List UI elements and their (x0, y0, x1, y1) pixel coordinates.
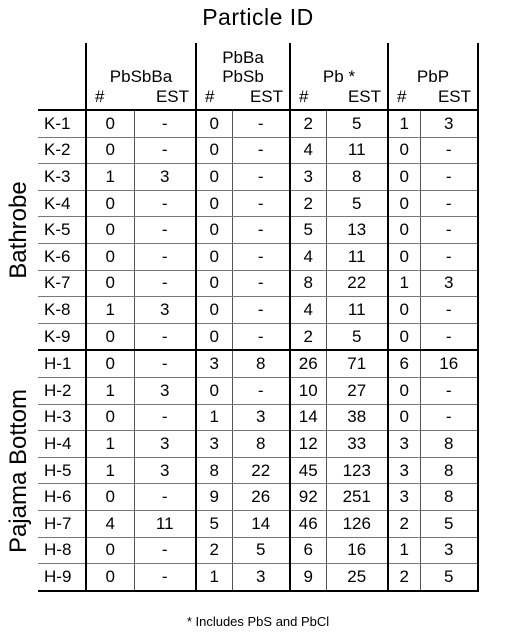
count-cell: 1 (86, 431, 134, 458)
count-cell: 0 (86, 137, 134, 164)
row-id: H-9 (38, 564, 86, 591)
count-cell: 0 (196, 217, 232, 244)
est-cell: - (420, 377, 478, 404)
count-cell: 0 (196, 270, 232, 297)
count-cell: 46 (290, 510, 326, 537)
count-cell: 6 (388, 350, 420, 377)
count-cell: 0 (86, 564, 134, 591)
col-count-header: # (299, 87, 309, 106)
count-cell: 0 (86, 537, 134, 564)
count-cell: 0 (86, 190, 134, 217)
row-id: H-8 (38, 537, 86, 564)
col-count-header: # (397, 87, 407, 106)
count-cell: 2 (290, 110, 326, 137)
group-name-line2: PbSb (222, 67, 264, 86)
table-row (38, 297, 478, 324)
count-cell: 1 (196, 564, 232, 591)
est-cell: - (420, 217, 478, 244)
group-name: Pb * (322, 67, 356, 86)
est-cell: - (420, 164, 478, 191)
est-cell: - (134, 484, 196, 511)
count-cell: 2 (290, 190, 326, 217)
count-cell: 3 (388, 431, 420, 458)
est-cell: 26 (232, 484, 290, 511)
est-cell: 251 (326, 484, 388, 511)
est-cell: - (420, 137, 478, 164)
est-cell: - (134, 323, 196, 350)
count-cell: 0 (196, 243, 232, 270)
est-cell: 8 (420, 484, 478, 511)
est-cell: 3 (232, 564, 290, 591)
est-cell: 3 (420, 110, 478, 137)
count-cell: 0 (388, 243, 420, 270)
est-cell: 3 (134, 431, 196, 458)
row-id: K-4 (38, 190, 86, 217)
count-cell: 8 (290, 270, 326, 297)
count-cell: 9 (196, 484, 232, 511)
table-row (38, 164, 478, 191)
count-cell: 0 (86, 350, 134, 377)
count-cell: 0 (388, 190, 420, 217)
est-cell: - (134, 537, 196, 564)
count-cell: 0 (196, 323, 232, 350)
count-cell: 0 (388, 377, 420, 404)
count-cell: 3 (388, 457, 420, 484)
group-header-pbsbba (86, 43, 196, 110)
est-cell: 22 (232, 457, 290, 484)
est-cell: - (232, 243, 290, 270)
count-cell: 0 (86, 110, 134, 137)
est-cell: 25 (326, 564, 388, 591)
group-name: PbBa (222, 48, 264, 67)
count-cell: 1 (388, 537, 420, 564)
est-cell: - (134, 137, 196, 164)
count-cell: 0 (196, 137, 232, 164)
count-cell: 0 (388, 323, 420, 350)
count-cell: 2 (196, 537, 232, 564)
est-cell: - (232, 377, 290, 404)
table-row (38, 190, 478, 217)
row-id: K-1 (38, 110, 86, 137)
group-header-pbba-pbsb (196, 43, 290, 110)
col-count-header: # (205, 87, 215, 106)
particle-table (38, 43, 479, 592)
est-cell: 8 (232, 431, 290, 458)
est-cell: 13 (326, 217, 388, 244)
count-cell: 0 (388, 137, 420, 164)
est-cell: - (134, 270, 196, 297)
count-cell: 0 (196, 164, 232, 191)
est-cell: 3 (134, 297, 196, 324)
table-row (38, 323, 478, 350)
est-cell: - (420, 297, 478, 324)
row-id: H-6 (38, 484, 86, 511)
table-row (38, 137, 478, 164)
count-cell: 12 (290, 431, 326, 458)
row-id: H-1 (38, 350, 86, 377)
est-cell: - (134, 217, 196, 244)
table-row (38, 404, 478, 431)
count-cell: 3 (388, 484, 420, 511)
corner-cell (38, 43, 86, 110)
est-cell: 16 (420, 350, 478, 377)
est-cell: 38 (326, 404, 388, 431)
est-cell: 11 (326, 297, 388, 324)
est-cell: 22 (326, 270, 388, 297)
est-cell: - (420, 190, 478, 217)
col-est-header: EST (437, 87, 471, 106)
count-cell: 2 (290, 323, 326, 350)
est-cell: 27 (326, 377, 388, 404)
count-cell: 0 (388, 164, 420, 191)
est-cell: - (420, 323, 478, 350)
count-cell: 0 (86, 404, 134, 431)
row-id: K-9 (38, 323, 86, 350)
count-cell: 0 (86, 323, 134, 350)
est-cell: - (134, 110, 196, 137)
count-cell: 4 (290, 137, 326, 164)
est-cell: 126 (326, 510, 388, 537)
table-row (38, 457, 478, 484)
footnote: * Includes PbS and PbCl (186, 614, 330, 629)
est-cell: - (134, 564, 196, 591)
count-cell: 1 (86, 377, 134, 404)
est-cell: 8 (326, 164, 388, 191)
est-cell: - (232, 110, 290, 137)
count-cell: 0 (196, 377, 232, 404)
row-id: H-5 (38, 457, 86, 484)
table-row (38, 564, 478, 591)
est-cell: - (232, 190, 290, 217)
row-id: K-6 (38, 243, 86, 270)
est-cell: 3 (134, 164, 196, 191)
col-count-header: # (95, 87, 105, 106)
est-cell: - (420, 243, 478, 270)
row-id: K-5 (38, 217, 86, 244)
table-row (38, 110, 478, 137)
count-cell: 4 (86, 510, 134, 537)
table-row (38, 510, 478, 537)
count-cell: 26 (290, 350, 326, 377)
group-header-pb (290, 43, 388, 110)
count-cell: 92 (290, 484, 326, 511)
count-cell: 0 (86, 484, 134, 511)
table-row (38, 537, 478, 564)
est-cell: 5 (326, 323, 388, 350)
est-cell: 5 (232, 537, 290, 564)
count-cell: 14 (290, 404, 326, 431)
col-est-header: EST (249, 87, 283, 106)
est-cell: 71 (326, 350, 388, 377)
table-row (38, 377, 478, 404)
est-cell: - (134, 243, 196, 270)
est-cell: 3 (420, 270, 478, 297)
est-cell: 11 (326, 137, 388, 164)
count-cell: 1 (196, 404, 232, 431)
est-cell: - (134, 190, 196, 217)
est-cell: - (232, 217, 290, 244)
row-id: K-3 (38, 164, 86, 191)
group-header-pbp (388, 43, 478, 110)
count-cell: 1 (388, 110, 420, 137)
table-row (38, 243, 478, 270)
est-cell: 16 (326, 537, 388, 564)
count-cell: 0 (388, 217, 420, 244)
count-cell: 9 (290, 564, 326, 591)
est-cell: 11 (326, 243, 388, 270)
section-label-bathrobe: Bathrobe (5, 181, 32, 279)
count-cell: 4 (290, 297, 326, 324)
row-id: K-8 (38, 297, 86, 324)
group-name: PbSbBa (109, 67, 173, 86)
count-cell: 0 (196, 110, 232, 137)
group-name: PbP (416, 67, 450, 86)
est-cell: 5 (326, 190, 388, 217)
est-cell: 8 (420, 431, 478, 458)
row-id: K-7 (38, 270, 86, 297)
count-cell: 45 (290, 457, 326, 484)
est-cell: 123 (326, 457, 388, 484)
count-cell: 3 (290, 164, 326, 191)
table-row (38, 217, 478, 244)
table-title: Particle ID (202, 4, 314, 30)
count-cell: 2 (388, 510, 420, 537)
row-id: H-4 (38, 431, 86, 458)
est-cell: 3 (134, 457, 196, 484)
count-cell: 5 (196, 510, 232, 537)
count-cell: 0 (86, 270, 134, 297)
table-row (38, 484, 478, 511)
col-est-header: EST (347, 87, 381, 106)
count-cell: 4 (290, 243, 326, 270)
col-est-header: EST (155, 87, 189, 106)
count-cell: 1 (86, 164, 134, 191)
count-cell: 2 (388, 564, 420, 591)
est-cell: - (134, 350, 196, 377)
est-cell: 5 (420, 564, 478, 591)
est-cell: 8 (420, 457, 478, 484)
count-cell: 0 (86, 243, 134, 270)
table-row (38, 350, 478, 377)
table-row (38, 270, 478, 297)
count-cell: 6 (290, 537, 326, 564)
count-cell: 0 (196, 297, 232, 324)
est-cell: 5 (420, 510, 478, 537)
est-cell: 8 (232, 350, 290, 377)
est-cell: 3 (420, 537, 478, 564)
count-cell: 10 (290, 377, 326, 404)
est-cell: - (232, 164, 290, 191)
row-id: H-7 (38, 510, 86, 537)
count-cell: 3 (196, 350, 232, 377)
est-cell: - (232, 297, 290, 324)
est-cell: 14 (232, 510, 290, 537)
est-cell: - (232, 137, 290, 164)
count-cell: 1 (388, 270, 420, 297)
est-cell: - (232, 323, 290, 350)
est-cell: 11 (134, 510, 196, 537)
est-cell: 3 (134, 377, 196, 404)
est-cell: - (232, 270, 290, 297)
row-id: K-2 (38, 137, 86, 164)
est-cell: 3 (232, 404, 290, 431)
count-cell: 5 (290, 217, 326, 244)
count-cell: 0 (86, 217, 134, 244)
est-cell: - (134, 404, 196, 431)
est-cell: 5 (326, 110, 388, 137)
count-cell: 1 (86, 297, 134, 324)
count-cell: 8 (196, 457, 232, 484)
row-id: H-3 (38, 404, 86, 431)
count-cell: 0 (196, 190, 232, 217)
row-id: H-2 (38, 377, 86, 404)
count-cell: 0 (388, 404, 420, 431)
section-label-pajama-bottom: Pajama Bottom (5, 388, 32, 553)
count-cell: 1 (86, 457, 134, 484)
est-cell: - (420, 404, 478, 431)
count-cell: 0 (388, 297, 420, 324)
count-cell: 3 (196, 431, 232, 458)
est-cell: 33 (326, 431, 388, 458)
table-row (38, 431, 478, 458)
